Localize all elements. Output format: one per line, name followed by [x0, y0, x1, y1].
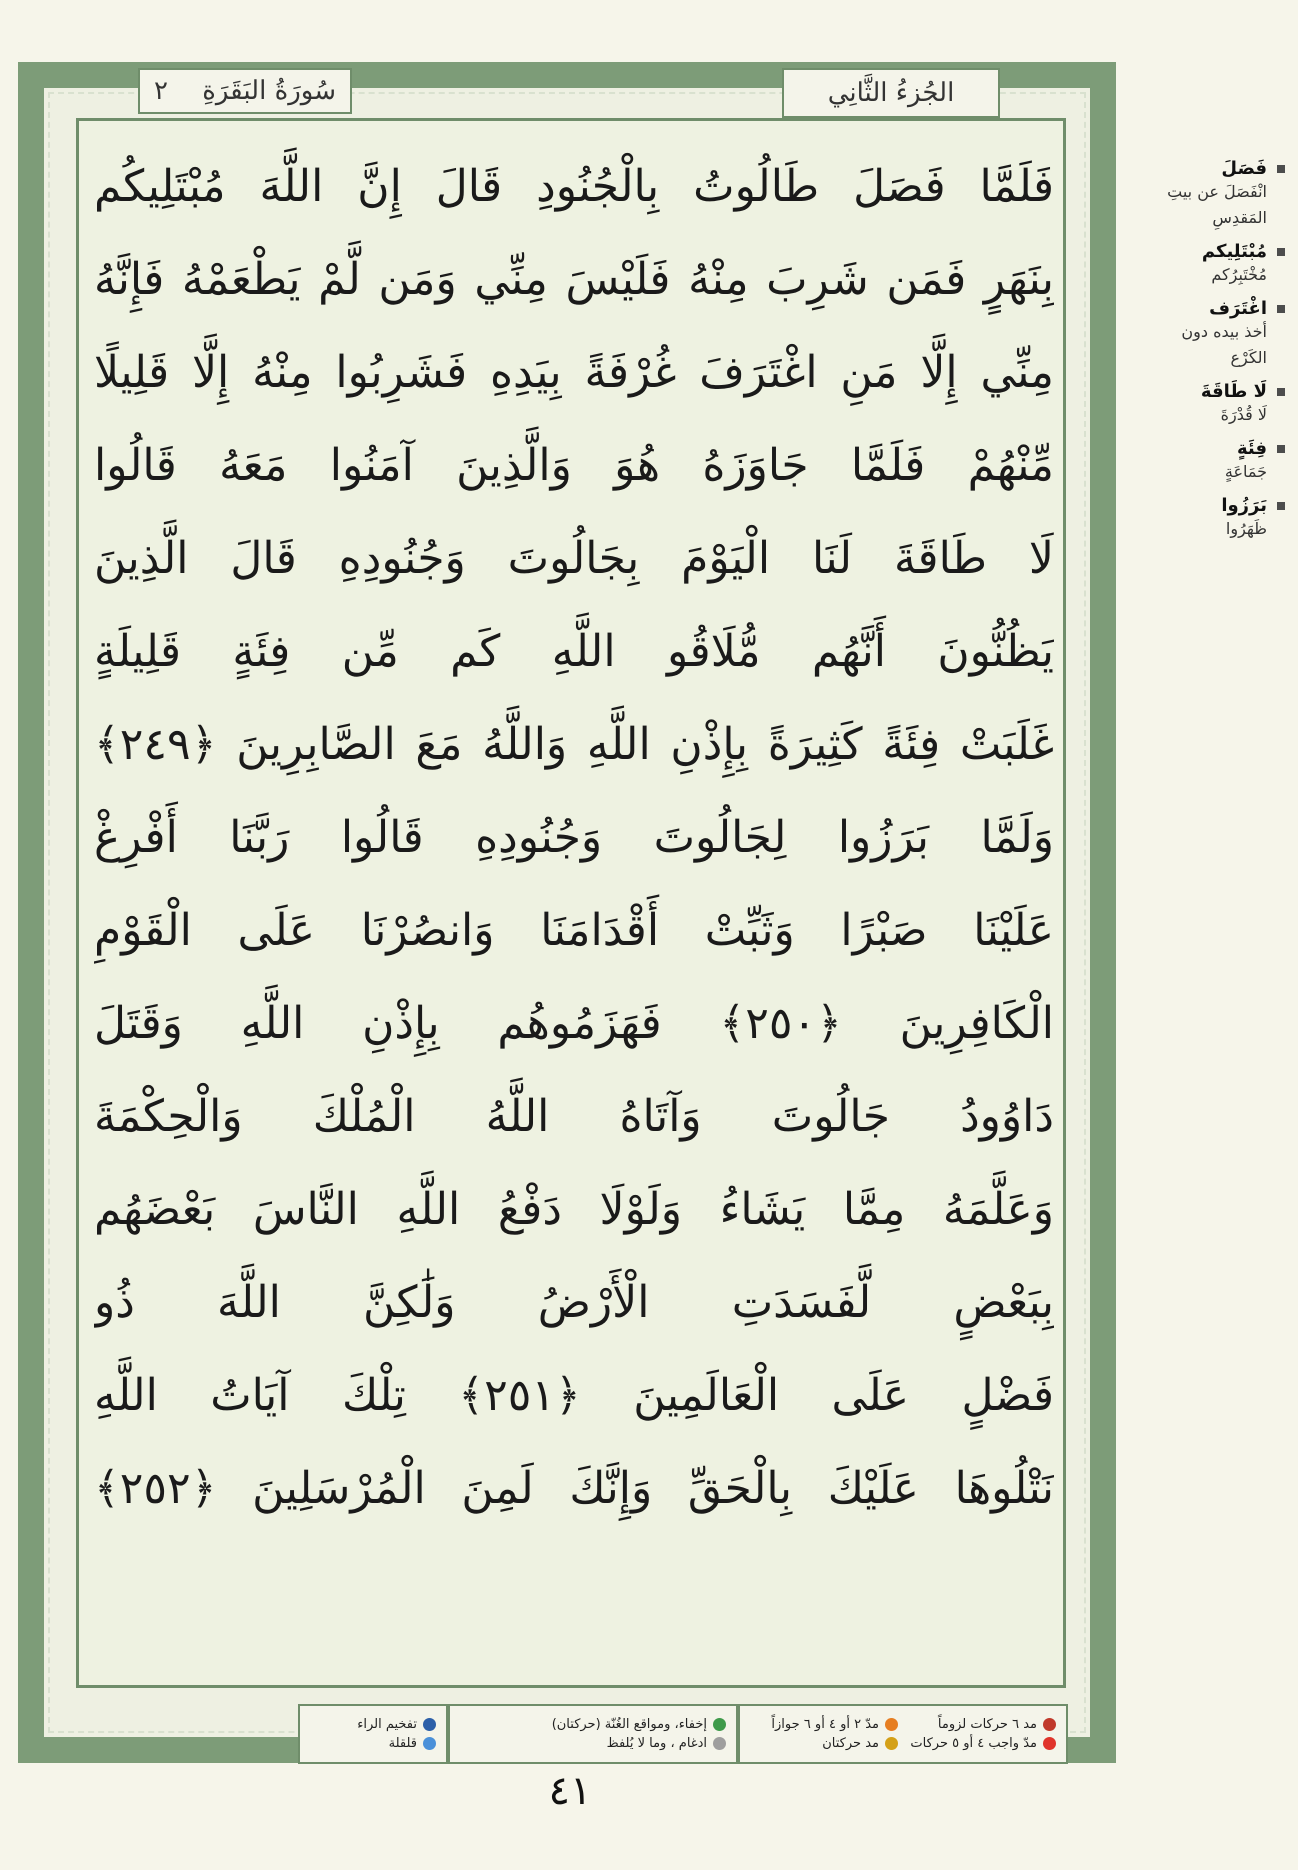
verse-line: فَضْلٍ عَلَى الْعَالَمِينَ ﴿٢٥١﴾ تِلْكَ آيَاتُ اللَّهِ	[94, 1370, 1054, 1421]
glossary-definition: انْفَصَلَ عن بيتِ المَقدِسِ	[1167, 182, 1267, 227]
verse-line: يَظُنُّونَ أَنَّهُم مُّلَاقُو اللَّهِ كَم مِّن فِئَةٍ قَلِيلَةٍ	[94, 626, 1054, 677]
page-number: ٤١	[548, 1768, 592, 1814]
glossary-definition: ظَهَرُوا	[1225, 519, 1267, 538]
legend-dot-icon	[885, 1737, 898, 1750]
glossary-item	[1140, 495, 1285, 542]
juz-header	[782, 68, 1000, 118]
glossary-item	[1140, 438, 1285, 485]
verse-line: لَا طَاقَةَ لَنَا الْيَوْمَ بِجَالُوتَ وَجُنُودِهِ قَالَ الَّذِينَ	[94, 533, 1054, 584]
verse-line: وَلَمَّا بَرَزُوا لِجَالُوتَ وَجُنُودِهِ قَالُوا رَبَّنَا أَفْرِغْ	[94, 812, 1054, 863]
verse-line: مِّنْهُمْ فَلَمَّا جَاوَزَهُ هُوَ وَالَّذِينَ آمَنُوا مَعَهُ قَالُوا	[94, 440, 1054, 491]
legend-item: مدّ ٢ أو ٤ أو ٦ جوازاً	[750, 1717, 898, 1732]
verse-line: وَعَلَّمَهُ مِمَّا يَشَاءُ وَلَوْلَا دَفْعُ اللَّهِ النَّاسَ بَعْضَهُم	[94, 1184, 1054, 1235]
legend-dot-icon	[713, 1718, 726, 1731]
surah-number: ٢	[154, 76, 168, 106]
glossary-word: مُبْتَلِيكم	[1140, 241, 1285, 262]
glossary-word: فَصَلَ	[1140, 158, 1285, 179]
verse-block	[94, 140, 1054, 1535]
legend-item: تفخيم الراء	[310, 1717, 436, 1732]
legend-dot-icon	[713, 1737, 726, 1750]
glossary-word: فِئَةٍ	[1140, 438, 1285, 459]
glossary-word: لَا طَاقَةَ	[1140, 381, 1285, 402]
verse-line: بِنَهَرٍ فَمَن شَرِبَ مِنْهُ فَلَيْسَ مِنِّي وَمَن لَّمْ يَطْعَمْهُ فَإِنَّهُ	[94, 254, 1054, 305]
verse-line: الْكَافِرِينَ ﴿٢٥٠﴾ فَهَزَمُوهُم بِإِذْنِ اللَّهِ وَقَتَلَ	[94, 998, 1054, 1049]
legend-dot-icon	[423, 1737, 436, 1750]
juz-label: الجُزءُ الثَّانِي	[827, 78, 955, 108]
legend-item: مدّ واجب ٤ أو ٥ حركات	[908, 1736, 1056, 1751]
verse-line: بِبَعْضٍ لَّفَسَدَتِ الْأَرْضُ وَلَٰكِنَّ اللَّهَ ذُو	[94, 1277, 1054, 1328]
glossary-item	[1140, 241, 1285, 288]
verse-line: نَتْلُوهَا عَلَيْكَ بِالْحَقِّ وَإِنَّكَ لَمِنَ الْمُرْسَلِينَ ﴿٢٥٢﴾	[94, 1463, 1054, 1514]
glossary-definition: مُخْتَبِرُكم	[1211, 265, 1267, 284]
glossary-definition: أخذ بيده دون الكَرْع	[1181, 322, 1267, 367]
verse-line: مِنِّي إِلَّا مَنِ اغْتَرَفَ غُرْفَةً بِيَدِهِ فَشَرِبُوا مِنْهُ إِلَّا قَلِيلًا	[94, 347, 1054, 398]
glossary-item	[1140, 298, 1285, 371]
glossary-definition: لَا قُدْرَةَ	[1220, 405, 1267, 424]
legend-item: مد ٦ حركات لزوماً	[908, 1717, 1056, 1732]
glossary-sidebar	[1140, 158, 1285, 552]
tajweed-legend	[208, 1704, 1068, 1764]
glossary-definition: جَمَاعَةٍ	[1224, 462, 1267, 481]
legend-dot-icon	[423, 1718, 436, 1731]
verse-line: عَلَيْنَا صَبْرًا وَثَبِّتْ أَقْدَامَنَا وَانصُرْنَا عَلَى الْقَوْمِ	[94, 905, 1054, 956]
glossary-word: بَرَزُوا	[1140, 495, 1285, 516]
legend-item: ادغام ، وما لا يُلفظ	[460, 1736, 726, 1751]
legend-item: قلقلة	[310, 1736, 436, 1751]
legend-dot-icon	[1043, 1718, 1056, 1731]
legend-dot-icon	[885, 1718, 898, 1731]
legend-box-ghunna	[448, 1704, 738, 1764]
glossary-word: اغْتَرَف	[1140, 298, 1285, 319]
glossary-item	[1140, 381, 1285, 428]
verse-line: دَاوُودُ جَالُوتَ وَآتَاهُ اللَّهُ الْمُلْكَ وَالْحِكْمَةَ	[94, 1091, 1054, 1142]
legend-item: مد حركتان	[750, 1736, 898, 1751]
surah-name: سُورَةُ البَقَرَةِ	[202, 76, 336, 106]
verse-line: غَلَبَتْ فِئَةً كَثِيرَةً بِإِذْنِ اللَّهِ وَاللَّهُ مَعَ الصَّابِرِينَ ﴿٢٤٩﴾	[94, 719, 1054, 770]
legend-dot-icon	[1043, 1737, 1056, 1750]
legend-box-tafkheem	[298, 1704, 448, 1764]
glossary-item	[1140, 158, 1285, 231]
verse-line: فَلَمَّا فَصَلَ طَالُوتُ بِالْجُنُودِ قَالَ إِنَّ اللَّهَ مُبْتَلِيكُم	[94, 161, 1054, 212]
legend-box-madd	[738, 1704, 1068, 1764]
surah-header	[138, 68, 352, 114]
legend-item: إخفاء، ومواقع الغُنّة (حركتان)	[460, 1717, 726, 1732]
